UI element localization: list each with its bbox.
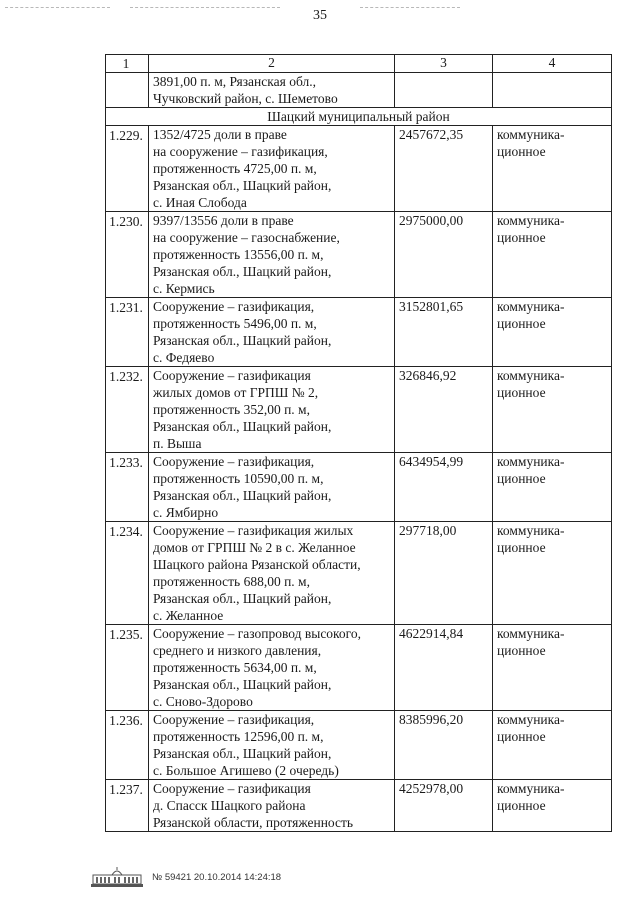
col-header-1: 1 <box>106 55 149 73</box>
table-row <box>106 780 612 832</box>
table-row <box>106 453 612 522</box>
row-description: Сооружение – газификация, протяженность 10590,00 п. м, Рязанская обл., Шацкий район, с. Ямбирно <box>149 453 395 522</box>
row-purpose: коммуника- ционное <box>493 367 612 453</box>
row-value: 8385996,20 <box>395 711 493 780</box>
row-purpose: коммуника- ционное <box>493 453 612 522</box>
row-number: 1.237. <box>106 780 149 832</box>
row-description: Сооружение – газопровод высокого, среднего и низкого давления, протяженность 5634,00 п. м, Рязанская обл., Шацкий район, с. Сново-Здорово <box>149 625 395 711</box>
table-row <box>106 367 612 453</box>
table-row <box>106 126 612 212</box>
row-purpose: коммуника- ционное <box>493 625 612 711</box>
row-number: 1.229. <box>106 126 149 212</box>
row-value: 2457672,35 <box>395 126 493 212</box>
row-value: 3152801,65 <box>395 298 493 367</box>
row-purpose: коммуника- ционное <box>493 126 612 212</box>
section-title: Шацкий муниципальный район <box>106 108 612 126</box>
continuation-row <box>106 73 612 108</box>
page-number: 35 <box>313 8 327 23</box>
col-header-2: 2 <box>149 55 395 73</box>
row-description: 9397/13556 доли в праве на сооружение – газоснабжение, протяженность 13556,00 п. м, Рязанская обл., Шацкий район, с. Кермись <box>149 212 395 298</box>
continuation-value <box>395 73 493 108</box>
row-value: 326846,92 <box>395 367 493 453</box>
row-value: 4622914,84 <box>395 625 493 711</box>
row-number: 1.236. <box>106 711 149 780</box>
section-row <box>106 108 612 126</box>
government-building-icon <box>90 866 144 888</box>
table-row <box>106 522 612 625</box>
row-number: 1.235. <box>106 625 149 711</box>
table-row <box>106 212 612 298</box>
col-header-3: 3 <box>395 55 493 73</box>
row-description: Сооружение – газификация жилых домов от ГРПШ № 2 в с. Желанное Шацкого района Рязанской области, протяженность 688,00 п. м, Рязанская обл., Шацкий район, с. Желанное <box>149 522 395 625</box>
row-number: 1.234. <box>106 522 149 625</box>
row-number: 1.232. <box>106 367 149 453</box>
row-value: 6434954,99 <box>395 453 493 522</box>
row-value: 2975000,00 <box>395 212 493 298</box>
table-row <box>106 298 612 367</box>
row-description: Сооружение – газификация, протяженность 12596,00 п. м, Рязанская обл., Шацкий район, с. Большое Агишево (2 очередь) <box>149 711 395 780</box>
row-purpose: коммуника- ционное <box>493 298 612 367</box>
row-purpose: коммуника- ционное <box>493 522 612 625</box>
row-number: 1.230. <box>106 212 149 298</box>
row-description: 1352/4725 доли в праве на сооружение – газификация, протяженность 4725,00 п. м, Рязанская обл., Шацкий район, с. Иная Слобода <box>149 126 395 212</box>
row-value: 4252978,00 <box>395 780 493 832</box>
row-description: Сооружение – газификация, протяженность 5496,00 п. м, Рязанская обл., Шацкий район, с. Федяево <box>149 298 395 367</box>
header-row <box>106 55 612 73</box>
row-purpose: коммуника- ционное <box>493 780 612 832</box>
col-header-4: 4 <box>493 55 612 73</box>
row-description: Сооружение – газификация жилых домов от ГРПШ № 2, протяженность 352,00 п. м, Рязанская обл., Шацкий район, п. Выша <box>149 367 395 453</box>
table-row <box>106 625 612 711</box>
continuation-desc: 3891,00 п. м, Рязанская обл., Чучковский район, с. Шеметово <box>149 73 395 108</box>
row-purpose: коммуника- ционное <box>493 212 612 298</box>
continuation-num <box>106 73 149 108</box>
row-purpose: коммуника- ционное <box>493 711 612 780</box>
property-registry-table <box>105 54 612 832</box>
row-number: 1.231. <box>106 298 149 367</box>
table-row <box>106 711 612 780</box>
row-description: Сооружение – газификация д. Спасск Шацкого района Рязанской области, протяженность <box>149 780 395 832</box>
row-value: 297718,00 <box>395 522 493 625</box>
row-number: 1.233. <box>106 453 149 522</box>
registration-stamp: № 59421 20.10.2014 14:24:18 <box>152 872 282 883</box>
continuation-purpose <box>493 73 612 108</box>
document-footer <box>90 866 390 888</box>
